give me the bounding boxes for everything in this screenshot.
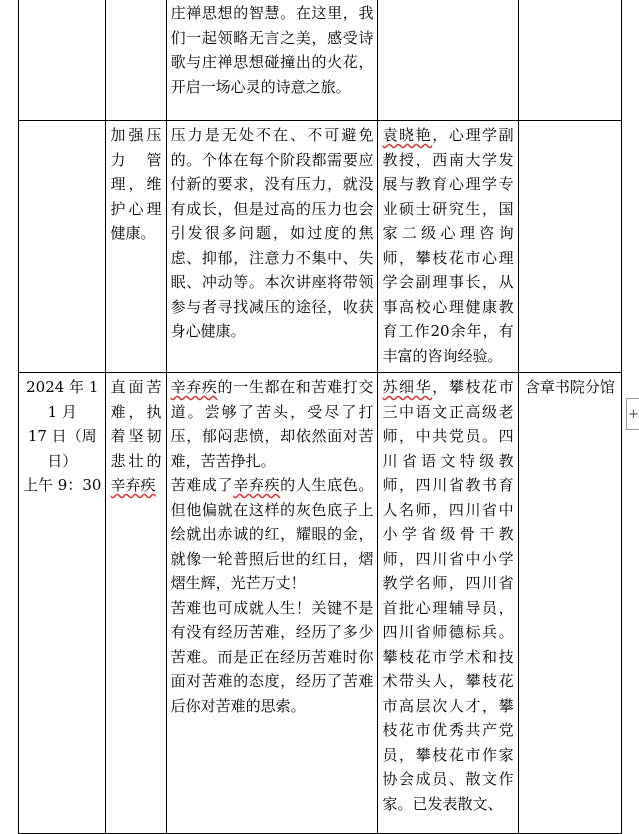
intro-cell[interactable] — [166, 121, 378, 373]
intro-text: 的人生底色。但他偏就在这样的灰色底子上绘就出赤诚的红，耀眼的金，就像一轮普照后世的红日，熠熠生辉，光芒万丈！ — [170, 476, 374, 592]
intro-text: 压力是无处不在、不可避免的。个体在每个阶段都需要应付新的要求，没有压力，就没有成长，但是过高的压力也会引发很多问题，如过度的焦虑、抑郁，注意力不集中、失眠、冲动等。本次讲座将带领参与者寻找减压的途径，收获身心健康。 — [170, 126, 374, 340]
topic-text: 直面苦难，执着坚韧悲壮的 — [110, 378, 162, 470]
intro-person: 辛弃疾 — [233, 476, 281, 494]
intro-paragraph — [171, 375, 374, 473]
topic-cell[interactable] — [106, 0, 166, 121]
intro-paragraph — [171, 473, 374, 596]
time-cell[interactable] — [19, 0, 106, 121]
speaker-bio: ，攀枝花市三中语文正高级老师，中共党员。四川省语文特级教师，四川省教书育人名师，四川省中小学省级骨干教师，四川省中小学教学名师，四川省首批心理辅导员，四川省师德标兵。攀枝花市学术和技术带头人，攀枝花市高层次人才，攀枝花市优秀共产党员，攀枝花市作家协会成员、散文作家。已发表散文、 — [382, 378, 514, 813]
intro-person: 辛弃疾 — [170, 378, 218, 396]
topic-text: 加强压力管理，维护心理健康。 — [110, 126, 162, 242]
time-clock: 上午 9：30 — [23, 476, 102, 494]
topic-cell[interactable] — [106, 121, 166, 373]
venue-text: 含章书院分馆 — [524, 378, 615, 396]
intro-text: 庄禅思想的智慧。在这里，我们一起领略无言之美，感受诗歌与庄禅思想碰撞出的火花，开启一场心灵的诗意之旅。 — [170, 4, 374, 96]
topic-cell[interactable] — [106, 373, 166, 834]
speaker-cell[interactable] — [378, 373, 518, 834]
speaker-name: 袁晓艳 — [382, 126, 433, 144]
speaker-bio: ，心理学副教授，西南大学发展与教育心理学专业硕士研究生，国家二级心理咨询师，攀枝花市心理学会副理事长，从事高校心理健康教育工作20余年，有丰富的咨询经验。 — [382, 126, 514, 365]
time-cell[interactable] — [19, 373, 106, 834]
time-cell[interactable] — [19, 121, 106, 373]
intro-cell[interactable] — [166, 373, 378, 834]
speaker-cell[interactable] — [378, 121, 518, 373]
intro-text: 苦难成了 — [170, 476, 234, 494]
topic-person: 辛弃疾 — [110, 476, 156, 494]
venue-cell[interactable] — [518, 121, 621, 373]
speaker-name: 苏细华 — [382, 378, 433, 396]
speaker-cell[interactable] — [378, 0, 518, 121]
table-row — [19, 121, 622, 373]
time-weekday: 17 日（周日） — [27, 427, 97, 470]
table-row — [19, 0, 622, 121]
add-column-button[interactable] — [626, 398, 639, 430]
intro-paragraph: 苦难也可成就人生！关键不是有没有经历苦难，经历了多少苦难。而是正在经历苦难时你面对苦难的态度，经历了苦难后你对苦难的思索。 — [170, 598, 374, 715]
lecture-schedule-table — [18, 0, 622, 834]
intro-cell[interactable] — [166, 0, 378, 121]
venue-cell[interactable] — [518, 0, 621, 121]
intro-text: 的一生都在和苦难打交道。尝够了苦头，受尽了打压，郁闷悲愤，却依然面对苦难，苦苦挣扎。 — [170, 378, 374, 470]
table-row — [19, 373, 622, 834]
time-date: 2024 年 11 月 — [26, 378, 99, 421]
plus-icon: + — [628, 406, 639, 422]
venue-cell[interactable] — [518, 373, 621, 834]
